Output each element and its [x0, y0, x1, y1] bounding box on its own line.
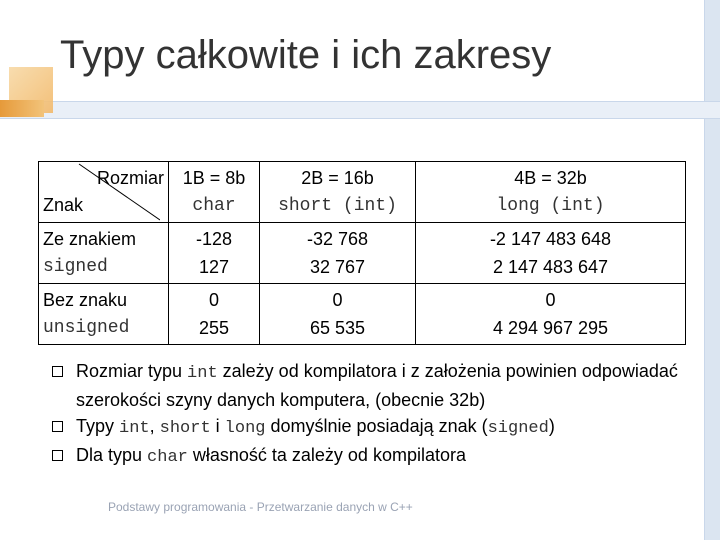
square-bullet-icon [52, 366, 63, 377]
square-bullet-icon [52, 450, 63, 461]
column-type: short (int) [278, 196, 397, 216]
table-row [39, 284, 686, 345]
table-corner-cell [39, 162, 169, 223]
row-label-cell [39, 223, 169, 284]
table-cell [169, 284, 260, 345]
range-min: -128 [195, 229, 233, 249]
bullet-item [48, 442, 688, 471]
decorative-orange-bar [0, 100, 44, 117]
range-max: 32 767 [309, 257, 366, 277]
bullet-text: ) [548, 416, 555, 436]
table-cell [416, 284, 686, 345]
range-min: -2 147 483 648 [489, 229, 612, 249]
range-max: 65 535 [309, 318, 366, 338]
slide-footer: Podstawy programowania - Przetwarzanie danych w C++ [108, 500, 413, 514]
range-min: 0 [545, 290, 556, 310]
bullet-text: zależy od kompilatora i z założenia powinien odpowiadać szerokości szyny danych komputera, (obecnie 32b) [76, 361, 678, 410]
code-keyword: char [147, 448, 188, 467]
row-label-cell [39, 284, 169, 345]
decorative-vertical-bar [704, 0, 720, 540]
bullet-text: , [149, 416, 160, 436]
range-min: -32 768 [306, 229, 369, 249]
code-keyword: short [159, 419, 211, 438]
range-max: 4 294 967 295 [492, 318, 609, 338]
code-keyword: signed [487, 419, 549, 438]
code-keyword: int [187, 364, 218, 383]
bullet-text: Typy [76, 416, 120, 436]
corner-label-sign: Znak [43, 195, 84, 215]
range-max: 255 [198, 318, 230, 338]
table-cell [260, 284, 416, 345]
table-header-row [39, 162, 686, 223]
table-row [39, 223, 686, 284]
slide-title: Typy całkowite i ich zakresy [60, 33, 552, 77]
range-max: 2 147 483 647 [492, 257, 609, 277]
bullet-item [48, 358, 688, 413]
column-header [169, 162, 260, 223]
integer-ranges-table [38, 161, 686, 345]
range-max: 127 [198, 257, 230, 277]
table-cell [260, 223, 416, 284]
table-cell [416, 223, 686, 284]
bullet-text: i [210, 416, 225, 436]
range-min: 0 [208, 290, 219, 310]
range-min: 0 [332, 290, 343, 310]
row-label: Ze znakiem [43, 229, 137, 249]
column-size: 4B = 32b [514, 168, 587, 188]
bullet-text: Rozmiar typu [76, 361, 188, 381]
column-size: 1B = 8b [182, 168, 246, 188]
bullet-text: domyślnie posiadają znak ( [265, 416, 488, 436]
code-keyword: int [119, 419, 150, 438]
column-header [416, 162, 686, 223]
bullet-item [48, 413, 688, 442]
row-label: Bez znaku [43, 290, 128, 310]
table-cell [169, 223, 260, 284]
bullet-text: Dla typu [76, 445, 148, 465]
decorative-horizontal-band [0, 101, 720, 119]
column-header [260, 162, 416, 223]
column-type: char [192, 196, 236, 216]
square-bullet-icon [52, 421, 63, 432]
column-type: long (int) [496, 196, 605, 216]
corner-label-size: Rozmiar [96, 168, 164, 188]
bullet-text: własność ta zależy od kompilatora [187, 445, 466, 465]
column-size: 2B = 16b [301, 168, 374, 188]
row-keyword: signed [43, 257, 108, 277]
bullet-list [48, 358, 688, 471]
code-keyword: long [224, 419, 266, 438]
row-keyword: unsigned [43, 318, 130, 338]
